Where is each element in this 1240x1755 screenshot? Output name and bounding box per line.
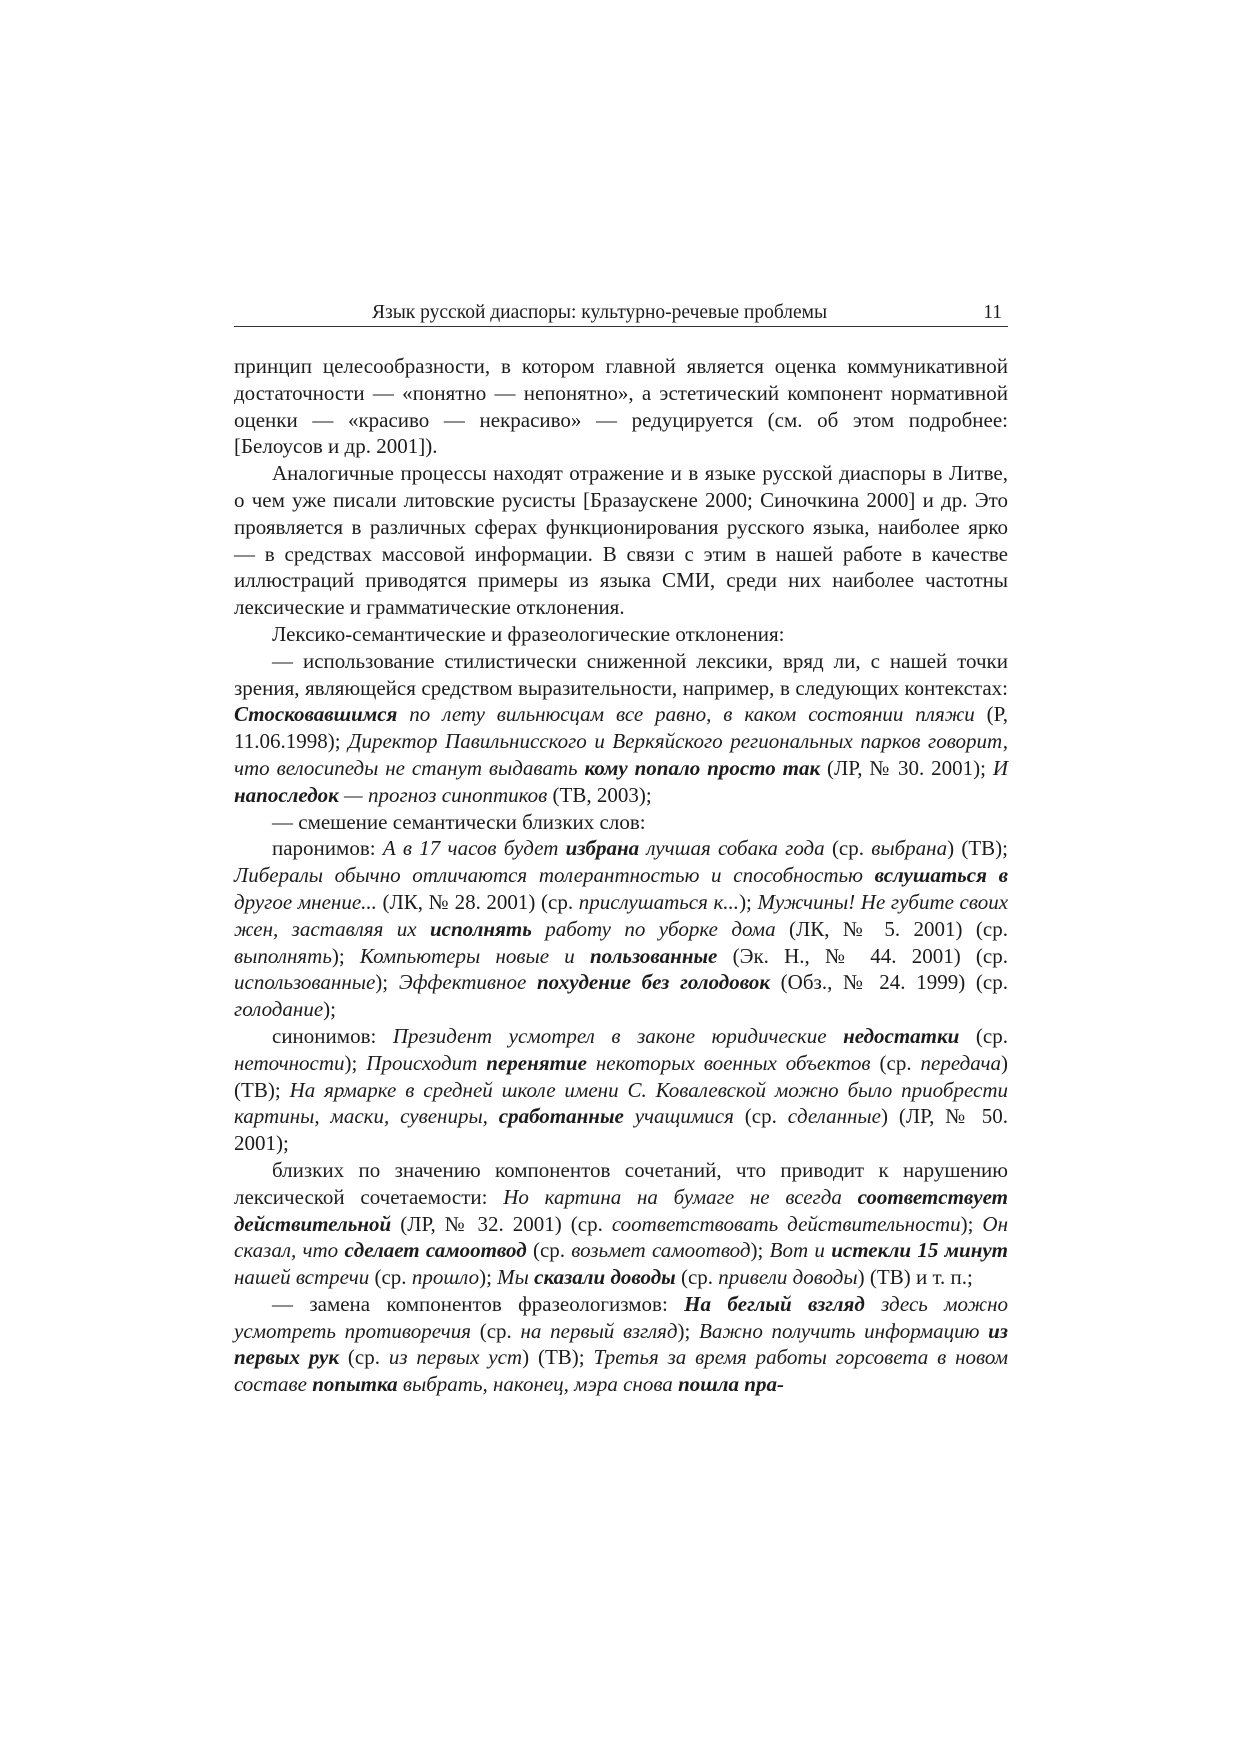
example-emphasis — [566, 836, 640, 860]
example-text: Эффективное — [398, 970, 537, 995]
text-run: — замена компонентов фразеологизмов: — [272, 1291, 685, 1316]
example-text: сделанные — [787, 1104, 881, 1129]
text-run: (ср. — [526, 1238, 572, 1263]
example-text: И — [992, 755, 1009, 780]
example-text: Президент усмотрел в законе юридические — [392, 1023, 844, 1048]
example-keyword: пользованные — [589, 943, 718, 968]
example-text: выбрать, наконец, мэра снова — [397, 1372, 679, 1397]
text-run: (ср. — [824, 836, 872, 861]
example-emphasis — [590, 944, 717, 968]
example-keyword: напоследок — [234, 782, 339, 807]
example-keyword: перенятие — [486, 1050, 587, 1075]
example-keyword: Стосковавшимся — [234, 702, 398, 727]
example-text: работу по уборке дома — [531, 916, 776, 941]
example-text: учащимися — [623, 1104, 734, 1129]
example-keyword: попытка — [312, 1372, 398, 1397]
example-emphasis — [430, 917, 532, 941]
body-text — [234, 353, 1008, 1398]
example-text: — прогноз синоптиков — [338, 782, 548, 807]
text-run: ); — [677, 1318, 700, 1343]
example-emphasis — [843, 1024, 959, 1048]
text-run: Аналогичные процессы находят отражение и в языке русской диаспоры в Литве, о чем уже писали литовские русисты [Бразаускене 2000; Синочкина 2000] и др. Это проявляется в различных сферах функционирования русского языка, наиболее ярко — в средствах массовой информации. В связи с этим в нашей работе в качестве иллюстраций приводятся примеры из языка СМИ, среди них наиболее частотны лексические и грамматические отклонения. — [234, 461, 1008, 620]
example-keyword: сделает самоотвод — [344, 1238, 527, 1263]
example-keyword: вслушаться в — [874, 863, 1008, 888]
example-keyword: соответствует действительной — [234, 1184, 1008, 1236]
text-run: (Р, 11.06.1998); — [234, 702, 1008, 754]
text-run: синонимов: — [272, 1023, 393, 1048]
example-text: На ярмарке в средней школе имени С. Ковалевской можно было приобрести картины, маски, сувениры, — [234, 1077, 1008, 1129]
text-run: ); — [331, 943, 360, 968]
example-text: выполнять — [234, 943, 332, 968]
text-run: (ЛР, № 32. 2001) (ср. — [391, 1211, 612, 1236]
text-run: (ТВ, 2003); — [547, 782, 652, 807]
paragraph — [234, 1291, 1008, 1398]
example-emphasis — [534, 1265, 676, 1289]
example-text: прошло — [411, 1265, 480, 1290]
text-run: (Обз., № 24. 1999) (ср. — [769, 970, 1008, 995]
example-text: Мужчины! Не губите своих жен, заставляя их — [234, 889, 1009, 941]
text-run: ); — [960, 1211, 983, 1236]
example-text: Он сказал, что — [234, 1211, 1009, 1263]
example-text: на первый взгляд — [520, 1318, 678, 1343]
text-run: ); — [344, 1050, 367, 1075]
text-run: ); — [739, 889, 758, 914]
text-run: (ср. — [471, 1318, 521, 1343]
example-emphasis — [678, 1372, 784, 1396]
example-text: привели доводы — [718, 1265, 858, 1290]
example-text: из первых уст — [388, 1345, 523, 1370]
text-run: (ЛК, № 28. 2001) (ср. — [376, 889, 579, 914]
text-run: ) (ТВ); — [234, 1050, 1008, 1102]
example-keyword: исполнять — [429, 916, 532, 941]
text-run: ); — [375, 970, 399, 995]
example-keyword: сработанные — [498, 1104, 624, 1129]
example-text: Директор Павильнисского и Веркяйского региональных парков говорит, что велосипеды не станут выдавать — [234, 729, 1008, 780]
paragraph — [234, 835, 1008, 1023]
text-run: (ЛР, № 30. 2001); — [820, 755, 993, 780]
text-run: (ср. — [369, 1265, 412, 1290]
example-text: неточности — [234, 1050, 345, 1075]
text-run: ) (ТВ) и т. п.; — [857, 1265, 973, 1290]
text-run: (ср. — [339, 1345, 389, 1370]
text-run: (ср. — [959, 1023, 1008, 1048]
example-text: Но картина на бумаге не всегда — [503, 1184, 858, 1209]
example-emphasis — [499, 1104, 624, 1128]
text-run: паронимов: — [272, 836, 383, 861]
text-run: — смешение семантически близких слов: — [272, 809, 646, 834]
example-text: голодание — [234, 997, 324, 1022]
example-keyword: похудение без голодовок — [537, 970, 770, 995]
paragraph — [234, 353, 1008, 460]
text-run: принцип целесообразности, в котором главной является оценка коммуникативной достаточности — «понятно — непонятно», а эстетический компонент нормативной оценки — «красиво — некрасиво» — редуцируется (см. об этом подробнее: [Белоусов и др. 2001]). — [234, 354, 1008, 459]
example-text: здесь можно усмотреть противоречия — [234, 1291, 1008, 1343]
example-text: передача — [920, 1050, 1001, 1075]
text-run: ) (ТВ); — [522, 1345, 594, 1370]
example-text: возьмет самоотвод — [571, 1238, 751, 1263]
example-emphasis — [486, 1051, 587, 1075]
example-text: Важно получить информацию — [699, 1318, 989, 1343]
book-page — [234, 296, 1008, 1398]
example-text: Третья за время работы горсовета в новом составе — [234, 1345, 1008, 1397]
example-text: по лету вильнюсцам все равно, в каком состоянии пляжи — [397, 702, 975, 727]
example-text: А в 17 часов будет — [382, 836, 566, 861]
example-keyword: сказали доводы — [534, 1265, 676, 1290]
example-keyword: избрана — [565, 836, 640, 861]
example-keyword: На беглый взгляд — [684, 1291, 865, 1316]
text-run: (ср. — [733, 1104, 788, 1129]
example-emphasis — [344, 1238, 526, 1262]
text-run: близких по значению компонентов сочетаний, что приводит к нарушению лексической сочетаемости: — [234, 1157, 1008, 1209]
text-run: (ср. — [675, 1265, 719, 1290]
example-text: Происходит — [366, 1050, 487, 1075]
example-text: Мы — [497, 1265, 535, 1290]
text-run: (ЛК, № 5. 2001) (ср. — [775, 916, 1008, 941]
example-keyword: кому попало просто так — [584, 755, 821, 780]
text-run: — использование стилистически сниженной лексики, вряд ли, с нашей точки зрения, являющейся средством выразительности, например, в следующих контекстах: — [234, 648, 1008, 700]
running-head — [234, 296, 1008, 327]
example-emphasis — [537, 970, 770, 994]
text-run: ) (ТВ); — [947, 836, 1008, 861]
text-run: ); — [750, 1238, 770, 1263]
paragraph — [234, 1157, 1008, 1291]
example-emphasis — [831, 1238, 1008, 1262]
example-emphasis — [234, 783, 339, 807]
example-text: выбрана — [871, 836, 948, 861]
example-text: нашей встречи — [234, 1265, 370, 1290]
text-run: ); — [323, 997, 336, 1022]
page-number: 11 — [983, 302, 1002, 323]
text-run: (ср. — [870, 1050, 921, 1075]
running-title: Язык русской диаспоры: культурно-речевые проблемы — [372, 302, 828, 323]
example-keyword: из первых рук — [234, 1318, 1008, 1370]
paragraph — [234, 621, 1008, 648]
paragraph — [234, 809, 1008, 836]
example-emphasis — [312, 1372, 397, 1396]
example-text: использованные — [234, 970, 376, 995]
example-text: некоторых военных объектов — [586, 1050, 871, 1075]
example-text: Вот и — [769, 1238, 832, 1263]
example-emphasis — [875, 863, 1008, 887]
example-keyword: пошла пра- — [678, 1372, 784, 1397]
example-text: Либералы обычно отличаются толерантностью и способностью — [234, 863, 875, 888]
example-text: лучшая собака года — [639, 836, 825, 861]
example-emphasis — [234, 702, 397, 726]
example-keyword: недостатки — [843, 1023, 960, 1048]
example-text: Компьютеры новые и — [359, 943, 590, 968]
text-run: ); — [479, 1265, 498, 1290]
example-text: прислушаться к... — [578, 889, 740, 914]
example-text: другое мнение... — [234, 889, 377, 914]
paragraph — [234, 648, 1008, 809]
paragraph — [234, 1023, 1008, 1157]
example-keyword: истекли 15 минут — [831, 1238, 1009, 1263]
paragraph — [234, 460, 1008, 621]
text-run: Лексико-семантические и фразеологические отклонения: — [272, 621, 785, 646]
example-emphasis — [584, 756, 820, 780]
text-run: (Эк. Н., № 44. 2001) (ср. — [717, 943, 1008, 968]
text-run: ) (ЛР, № 50. 2001); — [234, 1104, 1008, 1156]
example-text: соответствовать действительности — [611, 1211, 961, 1236]
example-emphasis — [684, 1292, 865, 1316]
